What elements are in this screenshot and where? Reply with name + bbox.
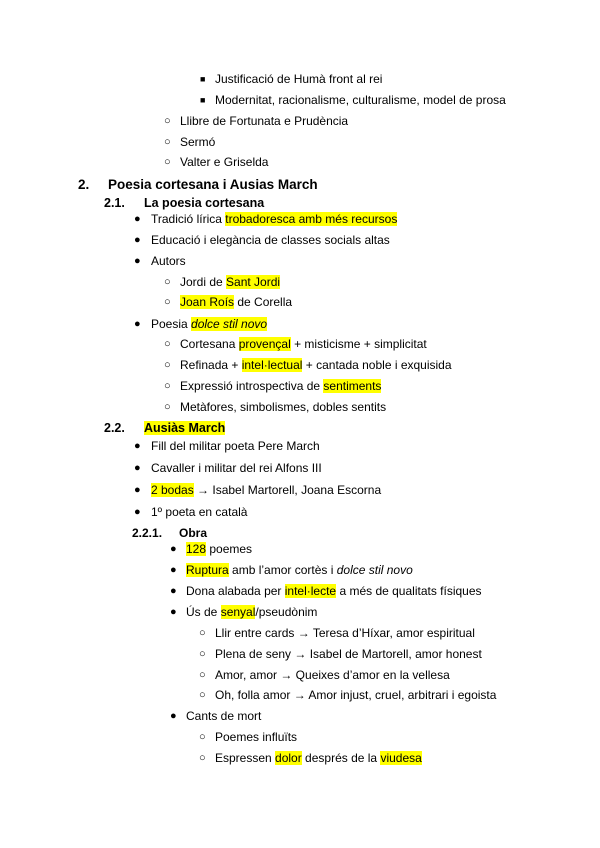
list-item: [0, 314, 600, 334]
text-segment: Poesia: [151, 317, 192, 331]
text-segment: Expressió introspectiva de: [180, 379, 324, 393]
list-item: [0, 376, 600, 396]
disc-bullet-icon: ●: [170, 606, 177, 618]
text-segment: Poesia cortesana i Ausias March: [108, 177, 318, 192]
list-item-text: [151, 209, 397, 229]
list-item-text: [180, 376, 381, 396]
circle-bullet-icon: ○: [164, 276, 171, 288]
list-item-text: [151, 251, 186, 271]
disc-bullet-icon: ●: [134, 213, 141, 225]
highlighted-text: dolor: [275, 751, 302, 765]
list-item-text: [215, 665, 450, 685]
list-item-text: [186, 602, 317, 622]
square-bullet-icon: ■: [200, 95, 206, 105]
disc-bullet-icon: ●: [134, 506, 141, 518]
text-segment: 1º poeta en català: [151, 505, 248, 519]
list-item-text: [186, 581, 482, 601]
text-segment: Autors: [151, 254, 186, 268]
list-item: [0, 644, 600, 664]
list-item-text: [215, 623, 475, 643]
list-item-text: [180, 272, 280, 292]
list-item: [0, 397, 600, 417]
list-item: [0, 458, 600, 478]
circle-bullet-icon: ○: [164, 115, 171, 127]
list-item-text: [215, 644, 482, 664]
text-segment: /pseudònim: [255, 605, 318, 619]
highlighted-text: sentiments: [323, 379, 382, 393]
text-segment: Justificació de Humà front al rei: [215, 72, 383, 86]
list-item: [0, 436, 600, 456]
text-segment: Llibre de Fortunata e Prudència: [180, 114, 349, 128]
text-segment: Sermó: [180, 135, 216, 149]
disc-bullet-icon: ●: [134, 234, 141, 246]
circle-bullet-icon: ○: [164, 380, 171, 392]
list-item-text: [215, 90, 506, 110]
list-item-text: [215, 69, 382, 89]
list-item-text: [180, 292, 292, 312]
list-item: [0, 111, 600, 131]
highlighted-text: trobadoresca amb més recursos: [225, 212, 398, 226]
list-item: [0, 665, 600, 685]
text-segment: Oh, folla amor → Amor injust, cruel, arbitrari i egoista: [215, 688, 497, 702]
list-item: [0, 251, 600, 271]
list-item-text: [180, 397, 386, 417]
list-item-text: [186, 560, 413, 580]
list-item: [0, 334, 600, 354]
text-segment: Fill del militar poeta Pere March: [151, 439, 320, 453]
highlighted-text: provençal: [238, 337, 291, 351]
heading-text: [108, 175, 318, 195]
text-segment: Valter e Griselda: [180, 155, 269, 169]
highlighted-text: 2 bodas: [151, 483, 194, 497]
heading-number: 2.2.: [104, 421, 125, 435]
heading-line: [0, 418, 600, 438]
list-item: [0, 602, 600, 622]
list-item: [0, 480, 600, 500]
text-segment: Refinada +: [180, 358, 242, 372]
list-item-text: [180, 152, 268, 172]
list-item-text: [151, 502, 247, 522]
list-item-text: [186, 706, 261, 726]
list-item: [0, 90, 600, 110]
text-segment: amb l’amor cortès i: [228, 563, 337, 577]
list-item: [0, 539, 600, 559]
circle-bullet-icon: ○: [199, 648, 206, 660]
list-item-text: [215, 727, 297, 747]
list-item-text: [151, 314, 267, 334]
text-segment: Modernitat, racionalisme, culturalisme, model de prosa: [215, 93, 506, 107]
circle-bullet-icon: ○: [199, 669, 206, 681]
text-segment: + misticisme + simplicitat: [290, 337, 427, 351]
heading-number: 2.: [78, 177, 90, 192]
text-segment: Metàfores, simbolismes, dobles sentits: [180, 400, 387, 414]
heading-number: 2.1.: [104, 196, 125, 210]
list-item: [0, 132, 600, 152]
list-item-text: [180, 334, 427, 354]
highlighted-text: intel·lectual: [241, 358, 303, 372]
text-segment: de Corella: [234, 295, 293, 309]
square-bullet-icon: ■: [200, 74, 206, 84]
list-item: [0, 230, 600, 250]
highlighted-text: Joan Roís: [180, 295, 235, 309]
circle-bullet-icon: ○: [164, 401, 171, 413]
list-item-text: [186, 539, 252, 559]
circle-bullet-icon: ○: [164, 296, 171, 308]
text-segment: Espressen: [215, 751, 276, 765]
text-segment: Poemes influïts: [215, 730, 298, 744]
text-segment: Llir entre cards → Teresa d’Híxar, amor espiritual: [215, 626, 475, 640]
highlighted-text: Ruptura: [186, 563, 229, 577]
list-item-text: [180, 111, 348, 131]
circle-bullet-icon: ○: [164, 136, 171, 148]
disc-bullet-icon: ●: [134, 484, 141, 496]
highlighted-text: 128: [186, 542, 207, 556]
text-segment: Amor, amor → Queixes d’amor en la vellesa: [215, 668, 450, 682]
highlighted-text: viudesa: [380, 751, 422, 765]
list-item: [0, 706, 600, 726]
list-item: [0, 152, 600, 172]
list-item: [0, 685, 600, 705]
list-item: [0, 623, 600, 643]
text-segment: dolce stil novo: [336, 563, 413, 577]
circle-bullet-icon: ○: [164, 359, 171, 371]
list-item-text: [180, 355, 452, 375]
disc-bullet-icon: ●: [134, 462, 141, 474]
list-item: [0, 502, 600, 522]
disc-bullet-icon: ●: [170, 564, 177, 576]
list-item-text: [215, 748, 422, 768]
list-item-text: [151, 436, 320, 456]
text-segment: → Isabel Martorell, Joana Escorna: [193, 483, 382, 497]
text-segment: Jordi de: [180, 275, 227, 289]
text-segment: Educació i elegància de classes socials altas: [151, 233, 390, 247]
circle-bullet-icon: ○: [199, 627, 206, 639]
list-item: [0, 355, 600, 375]
text-segment: poemes: [206, 542, 253, 556]
text-segment: + cantada noble i exquisida: [302, 358, 452, 372]
text-segment: a més de qualitats físiques: [336, 584, 482, 598]
disc-bullet-icon: ●: [134, 318, 141, 330]
list-item: [0, 748, 600, 768]
text-segment: Dona alabada per: [186, 584, 285, 598]
list-item: [0, 209, 600, 229]
highlighted-text: dolce stil novo: [191, 317, 268, 331]
disc-bullet-icon: ●: [134, 255, 141, 267]
highlighted-text: Sant Jordi: [226, 275, 281, 289]
circle-bullet-icon: ○: [199, 731, 206, 743]
heading-text: [144, 418, 225, 438]
list-item-text: [151, 458, 322, 478]
text-segment: La poesia cortesana: [144, 196, 265, 210]
disc-bullet-icon: ●: [170, 710, 177, 722]
circle-bullet-icon: ○: [164, 156, 171, 168]
list-item: [0, 69, 600, 89]
text-segment: Ús de: [186, 605, 221, 619]
circle-bullet-icon: ○: [199, 689, 206, 701]
text-segment: Plena de seny → Isabel de Martorell, amor honest: [215, 647, 482, 661]
disc-bullet-icon: ●: [170, 543, 177, 555]
list-item: [0, 292, 600, 312]
list-item-text: [180, 132, 215, 152]
list-item: [0, 560, 600, 580]
text-segment: després de la: [301, 751, 381, 765]
circle-bullet-icon: ○: [199, 752, 206, 764]
text-segment: Obra: [179, 526, 208, 540]
list-item: [0, 727, 600, 747]
disc-bullet-icon: ●: [134, 440, 141, 452]
disc-bullet-icon: ●: [170, 585, 177, 597]
list-item-text: [151, 480, 381, 500]
list-item-text: [151, 230, 390, 250]
heading-line: [0, 175, 600, 195]
text-segment: Cortesana: [180, 337, 239, 351]
list-item: [0, 272, 600, 292]
heading-number: 2.2.1.: [132, 526, 163, 540]
highlighted-text: senyal: [220, 605, 256, 619]
highlighted-text: Ausiàs March: [144, 421, 226, 435]
text-segment: Tradició lírica: [151, 212, 226, 226]
list-item: [0, 581, 600, 601]
list-item-text: [215, 685, 496, 705]
text-segment: Cavaller i militar del rei Alfons III: [151, 461, 322, 475]
highlighted-text: intel·lecte: [284, 584, 337, 598]
circle-bullet-icon: ○: [164, 338, 171, 350]
text-segment: Cants de mort: [186, 709, 262, 723]
